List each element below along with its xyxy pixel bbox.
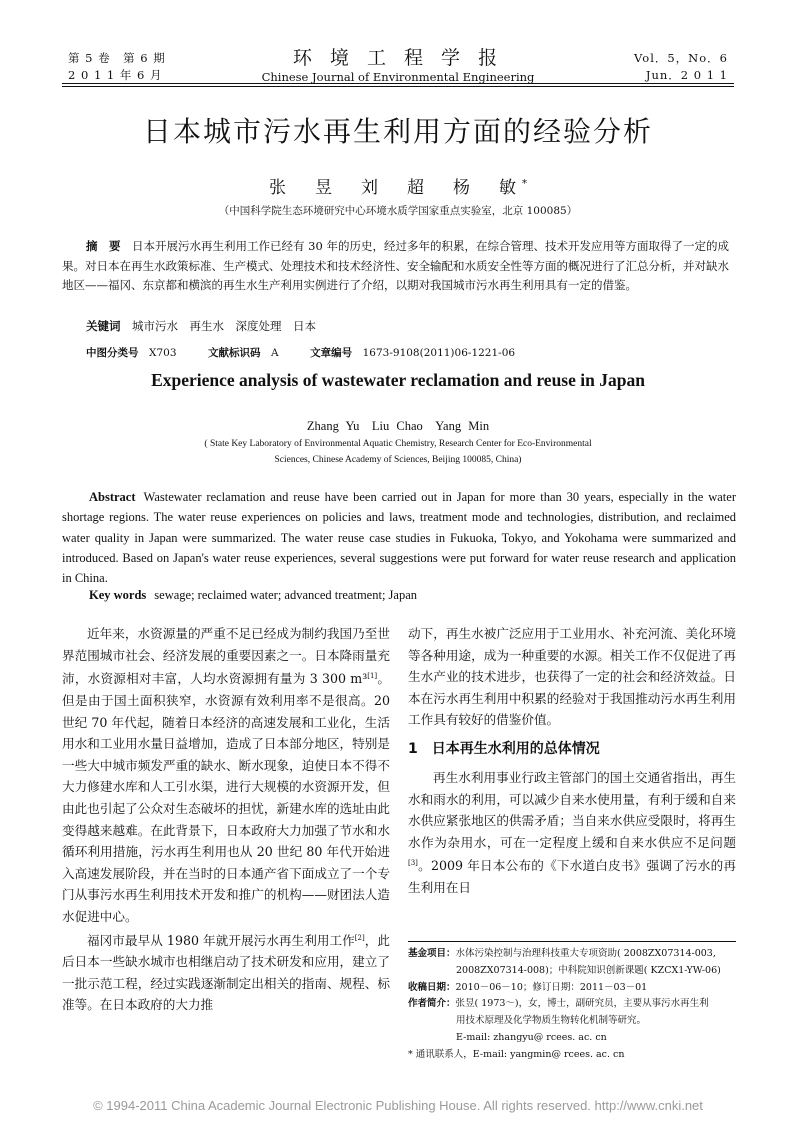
body-text: 福冈市最早从 1980 年就开展污水再生利用工作 <box>87 932 355 948</box>
header-date-en: Jun．2 0 1 1 <box>645 68 728 82</box>
abstract-zh-label: 摘 要 <box>86 239 121 253</box>
header-volume-zh <box>68 50 166 84</box>
citation-ref[interactable]: [3] <box>408 859 418 868</box>
affiliation-en-line2: Sciences, Chinese Academy of Sciences, Beijing 100085, China) <box>274 455 522 465</box>
citation-ref[interactable]: [1] <box>367 672 378 681</box>
body-column-left <box>62 623 390 1016</box>
article-id-value: 1673-9108(2011)06-1221-06 <box>362 347 516 359</box>
section-title: 日本再生水利用的总体情况 <box>431 740 600 757</box>
footnote-author-cont: 用技术原理及化学物质生物转化机制等研究。 <box>456 1015 647 1027</box>
section-heading <box>408 739 736 759</box>
paper-title-zh: 日本城市污水再生利用方面的经验分析 <box>142 115 653 148</box>
affiliation-zh: （中国科学院生态环境研究中心环境水质学国家重点实验室，北京 100085） <box>218 205 578 217</box>
header-journal <box>200 46 596 84</box>
body-text: 。2009 年日本公布的《下水道白皮书》强调了污水的再生利用在日 <box>408 858 736 896</box>
authors-en: Zhang Yu Liu Chao Yang Min <box>306 419 490 433</box>
footnote-funding <box>408 946 736 963</box>
authors-zh <box>0 173 796 198</box>
footnote-author <box>408 996 736 1013</box>
keywords-en-text: sewage; reclaimed water; advanced treatment; Japan <box>154 588 418 602</box>
header-rule <box>62 83 734 84</box>
author-names-zh: 张 昱 刘 超 杨 敏 <box>269 178 522 198</box>
corresponding-mark: * <box>408 1048 413 1060</box>
classification-line <box>86 345 515 360</box>
header-vol-issue-zh: 第 5 卷 第 6 期 <box>68 51 166 65</box>
keywords-en-label: Key words <box>89 588 147 602</box>
body-paragraph: 动下，再生水被广泛应用于工业用水、补充河流、美化环境等各种用途，成为一种重要的水源。相关工作不仅促进了再生水产业的技术进步，也获得了一定的社会和经济效益。日本在污水再生利用中积累的经验对于我国推动污水再生利用工作具有较好的借鉴价值。 <box>408 626 736 728</box>
funding-label: 基金项目： <box>408 948 456 959</box>
journal-name-zh: 环 境 工 程 学 报 <box>292 47 504 69</box>
keywords-en <box>89 588 417 603</box>
clc-value: X703 <box>149 347 177 359</box>
body-text: 再生水利用事业行政主管部门的国土交通省指出，再生水和雨水的利用，可以减少自来水使用量，有利于缓和自来水供应紧张地区的供需矛盾；当自来水供应受限时，将再生水作为杂用水，可在一定程度上缓和自来水供应不足问题 <box>408 769 736 850</box>
received-label: 收稿日期： <box>408 981 456 993</box>
body-paragraph <box>408 767 736 899</box>
abstract-en-text: Wastewater reclamation and reuse have been carried out in Japan for more than 30 years, especially in the water shortage regions. The water reuse experiences on policies and laws, treatment mode and technologies, distribution, and reclaimed water quality in Japan were summarized. The water reuse case studies in Fukuoka, Tokyo, and Yokohama were summarized and introduced. Based on Japan's water reuse experiences, several suggestions were put forward for water reuse research and application in China. <box>62 490 736 586</box>
funding-text: 水体污染控制与治理科技重大专项资助( 2008ZX07314-003, <box>455 948 716 959</box>
citation-ref[interactable]: [2] <box>354 933 365 942</box>
abstract-en-label: Abstract <box>89 490 136 504</box>
body-column-right <box>408 623 736 899</box>
doc-code-value: A <box>271 347 279 359</box>
footnote-author-email[interactable]: E-mail: zhangyu@ rcees. ac. cn <box>456 1031 607 1043</box>
keywords-zh-text: 城市污水 再生水 深度处理 日本 <box>132 319 316 333</box>
header-rule-second <box>62 86 734 87</box>
keywords-zh-label: 关键词 <box>86 319 121 333</box>
author-bio-label: 作者简介： <box>408 998 456 1010</box>
header-volume-en <box>634 50 728 84</box>
footnote-rule <box>408 941 736 942</box>
body-text: ，此后日本一些缺水城市也相继启动了技术研发和应用，建立了一批示范工程，经过实践逐渐制定出相关的指南、规程、标准等。在日本政府的大力推 <box>62 932 390 1013</box>
article-id-label: 文章编号 <box>310 347 353 359</box>
journal-name-en: Chinese Journal of Environmental Engineering <box>261 70 535 84</box>
footnote-received <box>408 980 736 997</box>
corresponding-text: 通讯联系人，E-mail: yangmin@ rcees. ac. cn <box>415 1048 625 1060</box>
body-text: 。但是由于国土面积狭窄，水资源有效利用率不是很高。20 世纪 70 年代起，随着日本经济的高速发展和工业化，生活用水和工业用水量日益增加，造成了日本部分地区，特别是一些大中城市频发严重的缺水、断水现象，迫使日本不得不大力修建水库和人工引水渠，进行大规模的水资源开发，但由此也引起了公众对生态破坏的担忧，新建水库的选址由此变得越来越难。在此背景下，日本政府大力加强了节水和水循环利用措施，污水再生利用也从 20 世纪 80 年代开始进入高速发展阶段，并在当时的日本通产省下面成立了一个专门从事污水再生利用技术开发和推广的机构——财团法人造水促进中心。 <box>62 671 390 924</box>
keywords-zh <box>86 318 316 334</box>
corresponding-mark: * <box>522 178 527 190</box>
abstract-en <box>62 487 736 588</box>
section-number: 1 <box>408 740 418 757</box>
copyright-footer: © 1994-2011 China Academic Journal Electronic Publishing House. All rights reserved. http://www.cnki.net <box>93 1098 703 1113</box>
body-paragraph <box>62 928 390 1017</box>
body-text: 近年来，水资源量的严重不足已经成为制约我国乃至世界范围城市社会、经济发展的重要因素之一。日本降雨量充沛，水资源相对丰富，人均水资源拥有量为 3 300 m³ <box>62 626 390 687</box>
abstract-zh <box>62 237 736 296</box>
affiliation-en-line1: ( State Key Laboratory of Environmental Aquatic Chemistry, Research Center for Eco-Environmental <box>204 439 592 449</box>
header-date-zh: 2 0 1 1 年 6 月 <box>68 68 163 82</box>
doc-code-label: 文献标识码 <box>208 347 261 359</box>
received-text: 2010－06－10；修订日期：2011－03－01 <box>455 981 648 993</box>
author-bio-text: 张昱( 1973～)，女，博士，副研究员，主要从事污水再生利 <box>455 998 709 1010</box>
body-paragraph <box>62 623 390 928</box>
footnote-funding-cont: 2008ZX07314-008)；中科院知识创新课题( KZCX1-YW-06) <box>456 964 721 976</box>
footnotes <box>408 946 736 1064</box>
affiliation-en <box>0 436 796 468</box>
header-vol-issue-en: Vol．5，No．6 <box>634 51 728 65</box>
footnote-corresponding <box>408 1047 736 1064</box>
clc-label: 中图分类号 <box>86 347 139 359</box>
abstract-zh-text: 日本开展污水再生利用工作已经有 30 年的历史，经过多年的积累，在综合管理、技术开发应用等方面取得了一定的成果。对日本在再生水政策标准、生产模式、处理技术和技术经济性、安全输配和水质安全性等方面的概况进行了汇总分析，并对缺水地区——福冈、东京都和横滨的再生水生产利用实例进行了介绍，以期对我国城市污水再生利用具有一定的借鉴。 <box>62 239 729 292</box>
paper-title-en: Experience analysis of wastewater reclamation and reuse in Japan <box>151 370 645 390</box>
